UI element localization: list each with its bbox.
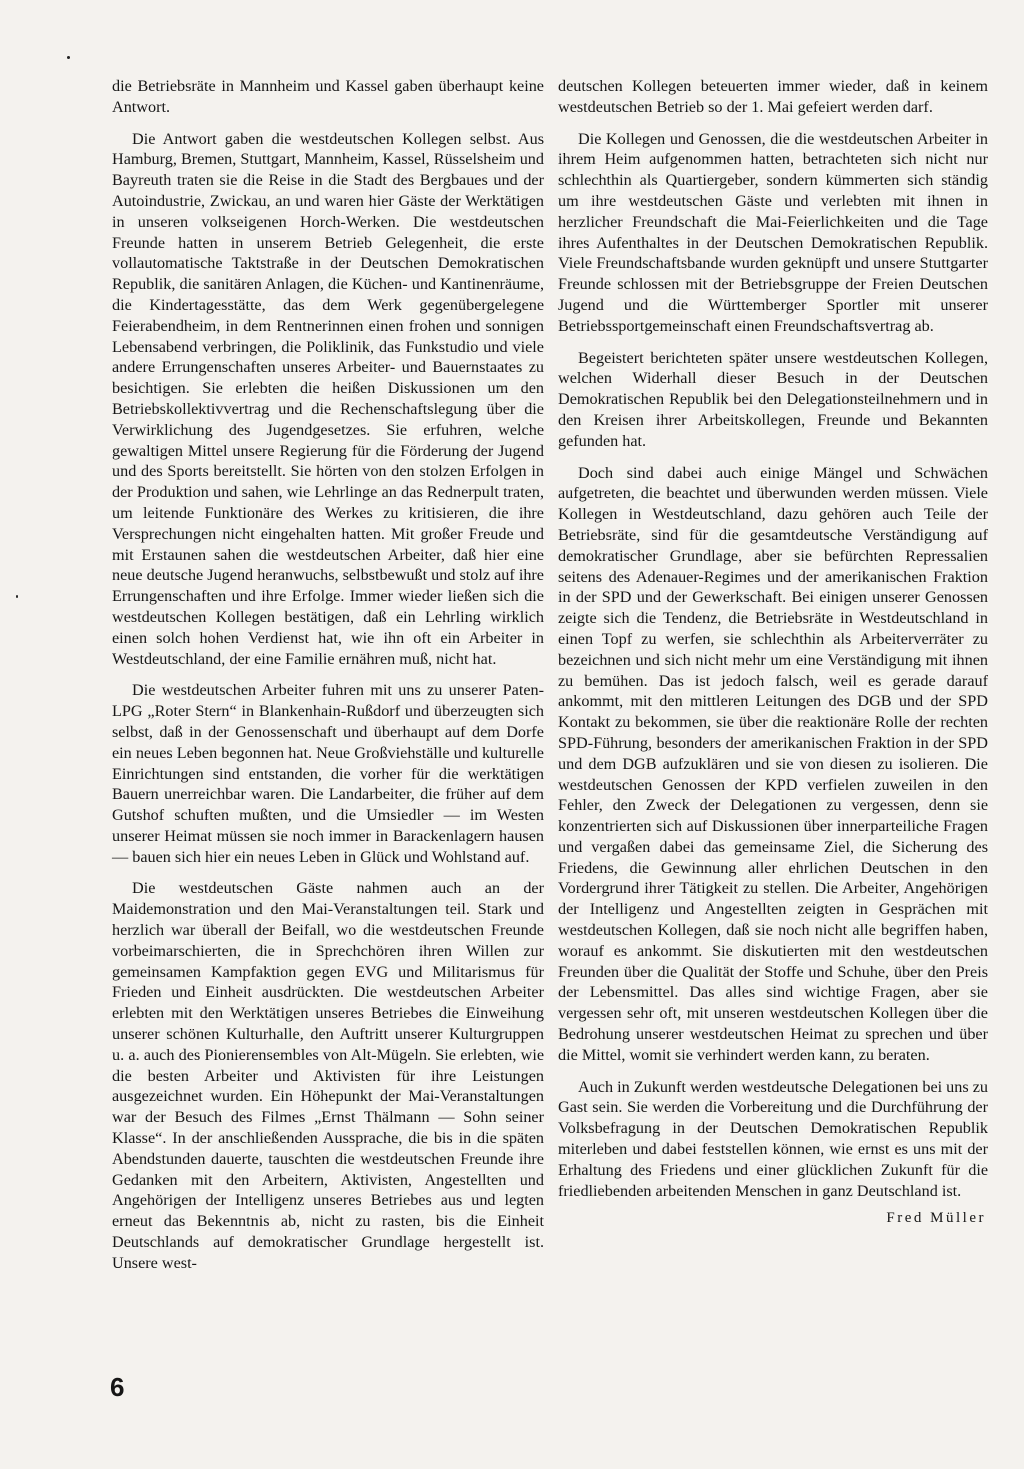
paragraph: Begeistert berichteten später unsere westdeutschen Kollegen, welchen Widerhall dieser Besuch in der Deutschen Demokratischen Republik bei den Delegationsteilnehmern und in den Kreisen ihrer Arbeitskollegen, Freunde und Bekannten gefunden hat. bbox=[558, 348, 988, 450]
paragraph: Die Kollegen und Genossen, die die westdeutschen Arbeiter in ihrem Heim aufgenommen hatten, betrachteten sich nicht nur schlechthin als Quartiergeber, sondern kümmerten sich ständig um ihre westdeutschen Gäste und verlebten mit ihnen in herzlicher Freundschaft die Mai-Feierlichkeiten und die Tage ihres Aufenthaltes in der Deutschen Demokratischen Republik. Viele Freundschaftsbande wurden geknüpft und unsere Stuttgarter Freunde schlossen mit der Betriebsgruppe der Freien Deutschen Jugend und die Württemberger Sportler mit unserer Betriebssportgemeinschaft einen Freundschaftsvertrag ab. bbox=[558, 129, 988, 335]
paragraph: deutschen Kollegen beteuerten immer wieder, daß in keinem westdeutschen Betrieb so der 1. Mai gefeiert werden darf. bbox=[558, 77, 988, 116]
paragraph: Die westdeutschen Gäste nahmen auch an der Maidemonstration und den Mai-Veranstaltungen teil. Stark und herzlich war überall der Beifall, wo die westdeutschen Freunde vorbeimarschierten, die in Sprechchören ihren Willen zur gemeinsamen Kampfaktion gegen EVG und Militarismus für Frieden und Einheit ausdrückten. Die westdeutschen Arbeiter erlebten mit den Werktätigen unseres Betriebes die Einweihung unserer schönen Kulturhalle, den Auftritt unserer Kulturgruppen u. a. auch des Pionierensembles von Alt-Mügeln. Sie erlebten, wie die besten Arbeiter und Aktivisten für ihre Leistungen ausgezeichnet wurden. Ein Höhepunkt der Mai-Veranstaltungen war der Besuch des Filmes „Ernst Thälmann — Sohn seiner Klasse“. In der anschließenden Aussprache, die bis in die späten Abendstunden dauerte, tauschten die westdeutschen Freunde ihre Gedanken mit den Arbeitern, Aktivisten, Angestellten und Angehörigen der Intelligenz unseres Betriebes aus und legten erneut das Bekenntnis ab, nicht zu rasten, bis die Einheit Deutschlands auf demokratischer Grundlage hergestellt ist. Unsere west- bbox=[112, 879, 544, 1272]
paragraph: Die Antwort gaben die westdeutschen Kollegen selbst. Aus Hamburg, Bremen, Stuttgart, Mannheim, Kassel, Rüsselsheim und Bayreuth traten sie die Reise in die Stadt des Bergbaues und der Autoindustrie, Zwickau, an und waren hier Gäste der Werktätigen in unseren volkseigenen Horch-Werken. Die westdeutschen Freunde hatten in unserem Betrieb Gelegenheit, die erste vollautomatische Taktstraße in der Deutschen Demokratischen Republik, die sanitären Anlagen, die Küchen- und Kantinenräume, die Kindertagesstätte, das dem Werk gegenübergelegene Feierabendheim, in dem Rentnerinnen einen frohen und sonnigen Lebensabend verbringen, die Poliklinik, das Funkstudio und viele andere Errungenschaften unseres Arbeiter- und Bauernstaates zu besichtigen. Sie erlebten die heißen Diskussionen um den Betriebskollektivvertrag und die Rechenschaftslegung über die Verwirklichung des Jugendgesetzes. Sie erfuhren, welche gewaltigen Mittel unsere Regierung für die Förderung der Jugend und des Sports bereitstellt. Sie hörten von den stolzen Erfolgen in der Produktion und sahen, wie Lehrlinge an das Rednerpult traten, um leitende Funktionäre des Werkes zu kritisieren, die ihre Versprechungen nicht eingehalten hatten. Mit großer Freude und mit Erstaunen sahen die westdeutschen Arbeiter, daß hier eine neue deutsche Jugend heranwuchs, selbstbewußt und stolz auf ihre Errungenschaften und ihre Erfolge. Immer wieder ließen sich die westdeutschen Kollegen bestätigen, daß ein Lehrling wirklich einen solch hohen Verdienst hat, wie ihn oft ein Arbeiter in Westdeutschland, der eine Familie ernähren muß, nicht hat. bbox=[112, 129, 544, 668]
paragraph: die Betriebsräte in Mannheim und Kassel gaben überhaupt keine Antwort. bbox=[112, 77, 544, 116]
page-number: 6 bbox=[110, 1372, 125, 1402]
print-speck bbox=[16, 595, 18, 598]
paragraph: Die westdeutschen Arbeiter fuhren mit uns zu unserer Paten-LPG „Roter Stern“ in Blankenhain-Rußdorf und überzeugten sich selbst, daß in der Genossenschaft und überhaupt auf dem Dorfe ein neues Leben begonnen hat. Neue Großviehställe und kulturelle Einrichtungen sind entstanden, die vorher für die werktätigen Bauern unerreichbar waren. Die Landarbeiter, die früher auf dem Gutshof schuften mußten, und die Umsiedler — im Westen unserer Heimat müssen sie noch immer in Barackenlagern hausen — bauen sich hier ein neues Leben in Glück und Wohlstand auf. bbox=[112, 681, 544, 866]
paragraph: Doch sind dabei auch einige Mängel und Schwächen aufgetreten, die beachtet und überwunden werden müssen. Viele Kollegen in Westdeutschland, dazu gehören auch Teile der Betriebsräte, sind für die gesamtdeutsche Verständigung auf demokratischer Grundlage, aber sie befürchten Repressalien seitens des Adenauer-Regimes und der amerikanischen Fraktion in der SPD und der Gewerkschaft. Bei einigen unserer Genossen zeigte sich die Tendenz, die Betriebsräte in Westdeutschland in einen Topf zu werfen, sie schlechthin als Arbeiterverräter zu bezeichnen und sich nicht mehr um eine Verständigung mit ihnen zu bemühen. Das ist jedoch falsch, weil es gerade darauf ankommt, mit den mittleren Leitungen des DGB und der SPD Kontakt zu bekommen, sie über die reaktionäre Rolle der rechten SPD-Führung, besonders der amerikanischen Fraktion in der SPD und dem DGB aufzuklären und sie von diesen zu isolieren. Die westdeutschen Genossen der KPD verfielen zuweilen in den Fehler, den Zweck der Delegationen zu vergessen, denn sie konzentrierten sich auf Diskussionen über innerparteiliche Fragen und vergaßen dabei das gemeinsame Ziel, die Sicherung des Friedens, die Gewinnung aller ehrlichen Deutschen in den Vordergrund ihrer Tätigkeit zu stellen. Die Arbeiter, Angehörigen der Intelligenz und Angestellten zeigten in Gesprächen mit westdeutschen Kollegen, daß sie noch nicht alle begriffen haben, worauf es ankommt. Sie diskutierten mit den westdeutschen Freunden über die Qualität der Stoffe und Schuhe, über den Preis der Lebensmittel. Das alles sind wichtige Fragen, aber sie vergessen sehr oft, mit unseren westdeutschen Kollegen über die Bedrohung unserer westdeutschen Heimat zu sprechen und über die Mittel, womit sie verhindert werden kann, zu beraten. bbox=[558, 463, 988, 1064]
left-column bbox=[112, 76, 544, 1285]
print-speck bbox=[67, 56, 70, 59]
right-column bbox=[558, 76, 988, 1229]
author-signature: Fred Müller bbox=[886, 1210, 986, 1227]
paragraph: Auch in Zukunft werden westdeutsche Delegationen bei uns zu Gast sein. Sie werden die Vorbereitung und die Durchführung der Volksbefragung in der Deutschen Demokratischen Republik miterleben und dabei feststellen können, wie ernst es uns mit der Erhaltung des Friedens und einer glücklichen Zukunft für die friedliebenden arbeitenden Menschen in ganz Deutschland ist. bbox=[558, 1077, 988, 1200]
